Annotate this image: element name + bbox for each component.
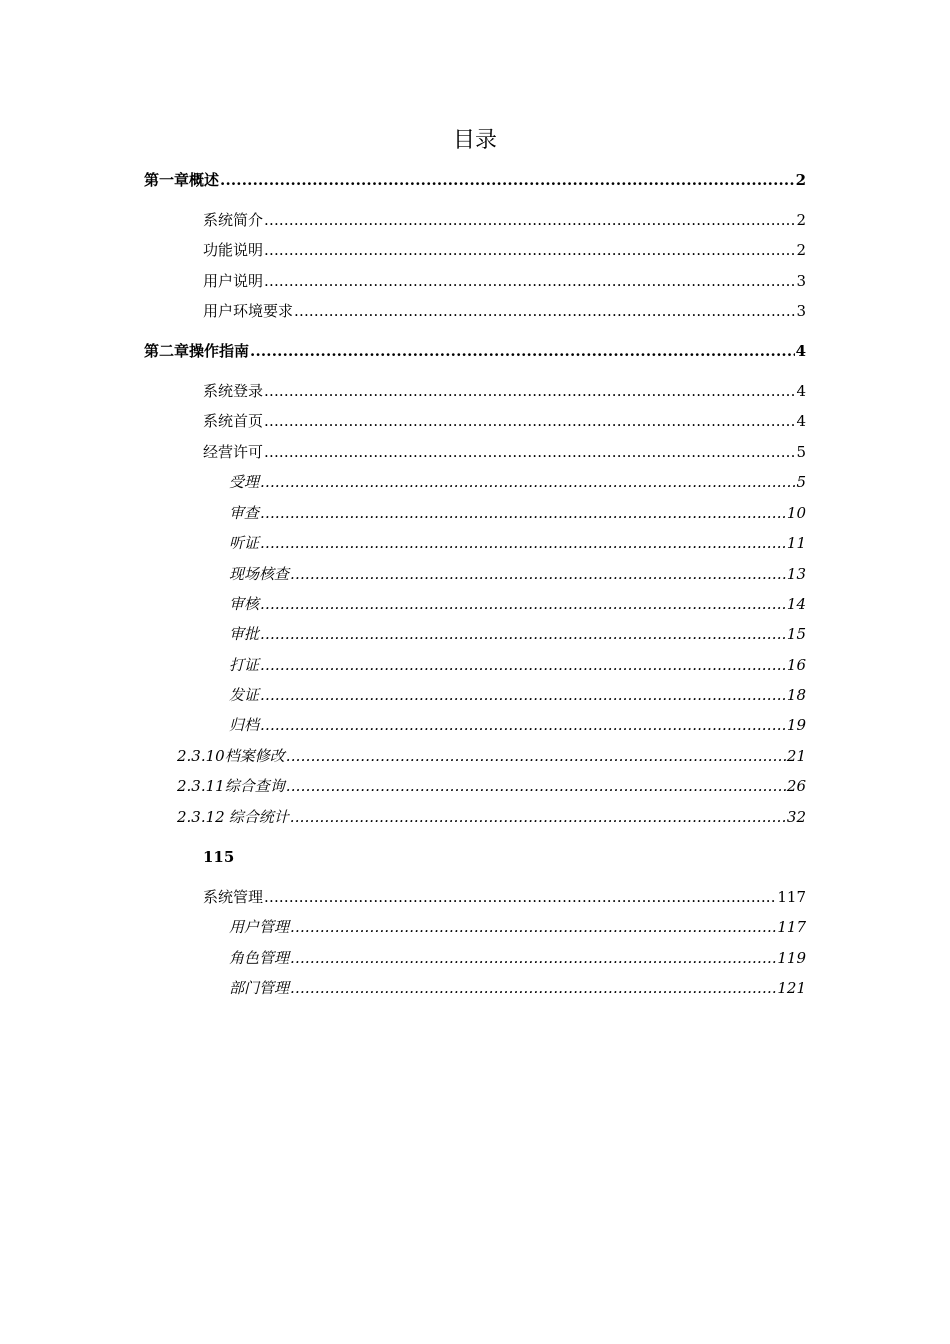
toc-page-number: 16 (786, 656, 806, 674)
toc-entry-general-stats[interactable] (177, 806, 806, 828)
toc-page-number: 26 (786, 777, 806, 795)
dot-leader (260, 502, 786, 524)
dot-leader (294, 300, 795, 322)
toc-page-number: 117 (777, 918, 806, 936)
toc-chapter-number: 第一章 (144, 171, 190, 189)
toc-entry-accept[interactable] (229, 471, 806, 493)
toc-entry-system-intro[interactable] (203, 209, 806, 231)
toc-page-number: 15 (786, 625, 806, 643)
toc-page-number: 11 (786, 534, 806, 552)
toc-entry-label: 操作指南 (189, 342, 250, 360)
toc-entry-review[interactable] (229, 502, 806, 524)
dot-leader (290, 916, 776, 938)
dot-leader (264, 380, 795, 402)
toc-page-number: 14 (786, 595, 806, 613)
dot-leader (260, 471, 795, 493)
toc-entry-label: 审核 (229, 595, 260, 613)
toc-entry-label: 现场核查 (229, 565, 290, 583)
toc-entry-chapter-1[interactable] (144, 169, 806, 191)
toc-page-number: 117 (777, 888, 806, 906)
toc-entry-system-admin[interactable] (203, 886, 806, 908)
toc-entry-issue-license[interactable] (229, 684, 806, 706)
dot-leader (260, 714, 786, 736)
dot-leader (260, 654, 786, 676)
dot-leader (264, 239, 795, 261)
toc-entry-label: 听证 (229, 534, 260, 552)
dot-leader (264, 209, 795, 231)
toc-entry-business-license[interactable] (203, 441, 806, 463)
toc-page-number: 3 (796, 272, 806, 290)
toc-entry-label: 功能说明 (203, 241, 264, 259)
dot-leader (260, 623, 786, 645)
toc-page-number: 2 (795, 171, 806, 189)
toc-entry-role-admin[interactable] (229, 947, 806, 969)
toc-entry-archive-edit[interactable] (177, 745, 806, 767)
toc-entry-label: 部门管理 (229, 979, 290, 997)
toc-page-number: 4 (795, 342, 806, 360)
toc-entry-label: 审批 (229, 625, 260, 643)
toc-entry-audit[interactable] (229, 593, 806, 615)
toc-entry-label: 系统管理 (203, 888, 264, 906)
toc-entry-label: 发证 (229, 686, 260, 704)
toc-entry-print-license[interactable] (229, 654, 806, 676)
dot-leader (290, 977, 776, 999)
toc-entry-dept-admin[interactable] (229, 977, 806, 999)
toc-page-number: 5 (796, 443, 806, 461)
dot-leader (264, 886, 776, 908)
toc-page-number: 21 (786, 747, 806, 765)
toc-orphan-page-number: 115 (203, 848, 235, 866)
toc-entry-function-desc[interactable] (203, 239, 806, 261)
toc-entry-user-env[interactable] (203, 300, 806, 322)
toc-page-number: 5 (796, 473, 806, 491)
toc-page-number: 13 (786, 565, 806, 583)
toc-entry-hearing[interactable] (229, 532, 806, 554)
toc-page-number: 3 (796, 302, 806, 320)
toc-page-number: 10 (786, 504, 806, 522)
dot-leader (290, 806, 786, 828)
toc-entry-label: 综合统计 (228, 808, 289, 826)
toc-page-number: 2 (796, 211, 806, 229)
toc-entry-user-admin[interactable] (229, 916, 806, 938)
toc-entry-user-desc[interactable] (203, 270, 806, 292)
toc-entry-label: 用户说明 (203, 272, 264, 290)
toc-page-number: 121 (777, 979, 806, 997)
dot-leader (286, 745, 786, 767)
dot-leader (286, 775, 786, 797)
toc-entry-general-query[interactable] (177, 775, 806, 797)
toc-entry-label: 系统登录 (203, 382, 264, 400)
toc-entry-label: 归档 (229, 716, 260, 734)
dot-leader (260, 532, 786, 554)
toc-page-number: 119 (777, 949, 806, 967)
toc-entry-system-home[interactable] (203, 410, 806, 432)
toc-section-number: 2.3.10 (177, 747, 225, 765)
toc-entry-system-login[interactable] (203, 380, 806, 402)
toc-entry-label: 角色管理 (229, 949, 290, 967)
toc-entry-label: 用户管理 (229, 918, 290, 936)
toc-entry-label: 系统简介 (203, 211, 264, 229)
dot-leader (290, 563, 786, 585)
toc-entry-archive[interactable] (229, 714, 806, 736)
toc-page-number: 4 (796, 412, 806, 430)
toc-entry-label: 综合查询 (224, 777, 285, 795)
dot-leader (290, 947, 776, 969)
toc-chapter-number: 第二章 (144, 342, 190, 360)
dot-leader (264, 410, 795, 432)
toc-entry-label: 受理 (229, 473, 260, 491)
toc-entry-label: 经营许可 (203, 443, 264, 461)
toc-entry-chapter-2[interactable] (144, 340, 806, 362)
toc-page-number: 32 (786, 808, 806, 826)
toc-entry-approve[interactable] (229, 623, 806, 645)
dot-leader (264, 270, 795, 292)
toc-entry-label: 打证 (229, 656, 260, 674)
toc-section-number: 2.3.11 (177, 777, 225, 795)
toc-page-number: 2 (796, 241, 806, 259)
dot-leader (264, 441, 795, 463)
toc-page-number: 18 (786, 686, 806, 704)
toc-entry-label: 用户环境要求 (203, 302, 294, 320)
toc-entry-label: 档案修改 (224, 747, 285, 765)
dot-leader (260, 593, 786, 615)
toc-page-number: 19 (786, 716, 806, 734)
toc-section-number: 2.3.12 (177, 808, 225, 826)
toc-entry-label: 概述 (189, 171, 220, 189)
toc-entry-site-check[interactable] (229, 563, 806, 585)
dot-leader (220, 169, 795, 191)
toc-entry-label: 审查 (229, 504, 260, 522)
dot-leader (260, 684, 786, 706)
toc-page-number: 4 (796, 382, 806, 400)
toc-entry-label: 系统首页 (203, 412, 264, 430)
dot-leader (250, 340, 795, 362)
toc-title: 目录 (452, 128, 497, 153)
